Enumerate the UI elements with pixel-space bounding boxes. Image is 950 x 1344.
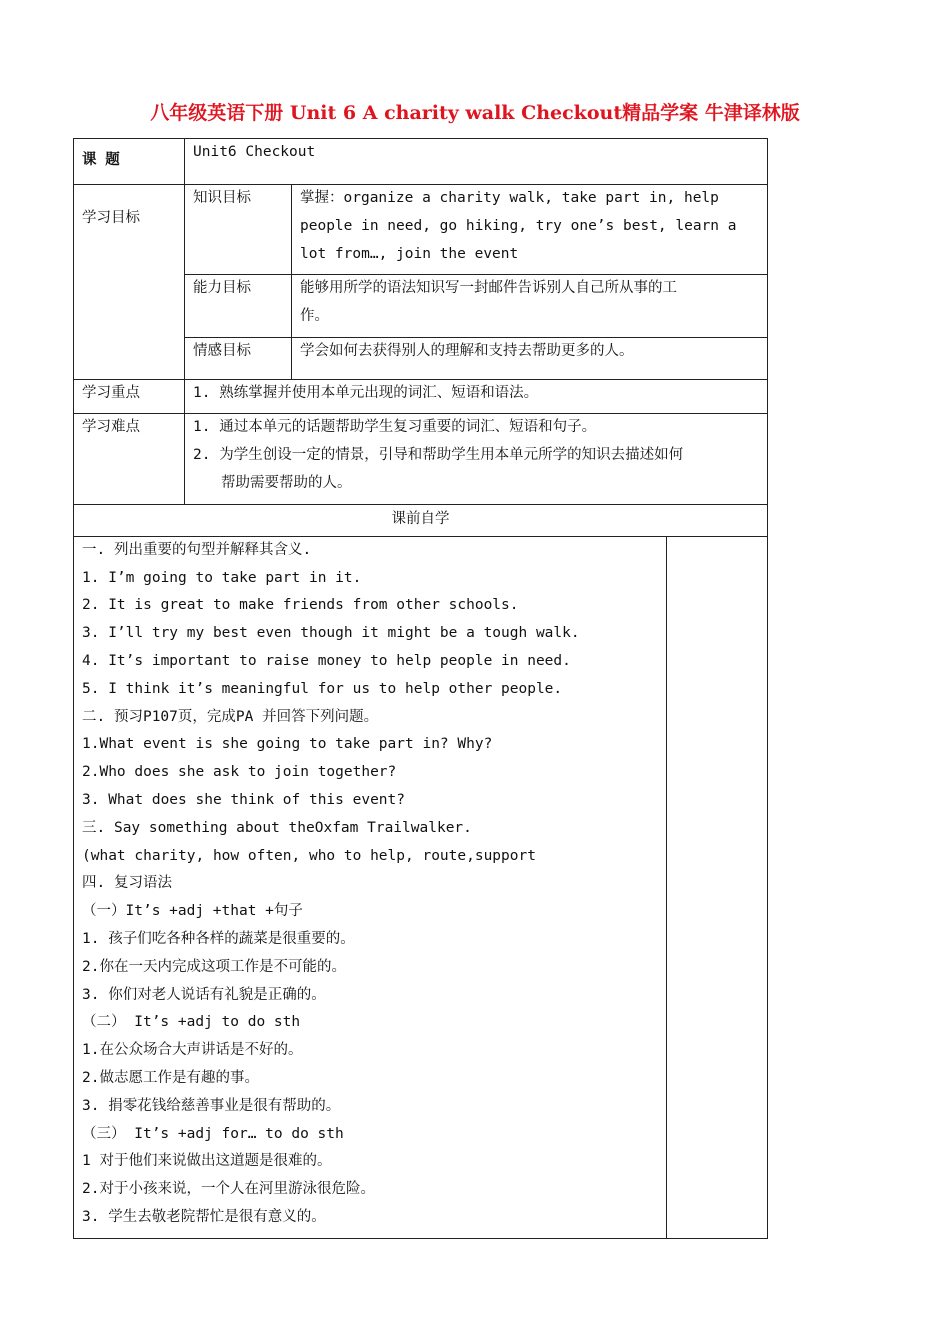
study-plan-table <box>73 138 768 1239</box>
text-line: 2. 为学生创设一定的情景，引导和帮助学生用本单元所学的知识去描述如何 <box>193 447 684 464</box>
preview-line: （一）It’s +adj +that +句子 <box>82 903 303 920</box>
key-points-row <box>74 379 768 414</box>
preview-line: 5. I think it’s meaningful for us to help other people. <box>82 680 563 697</box>
preview-line: 2.你在一天内完成这项工作是不可能的。 <box>82 958 346 975</box>
knowledge-goal-label: 知识目标 <box>193 190 251 206</box>
preview-content <box>74 537 666 1238</box>
emotion-goal-label: 情感目标 <box>193 342 251 359</box>
preview-line: 3. 捐零花钱给慈善事业是很有帮助的。 <box>82 1097 341 1114</box>
text-line: people in need, go hiking, try one’s best, learn a <box>300 217 737 234</box>
knowledge-goal-text <box>292 185 767 274</box>
emotion-goal-text <box>292 338 767 372</box>
key-points-text: 1. 熟练掌握并使用本单元出现的词汇、短语和语法。 <box>193 384 539 401</box>
preview-line: 1.在公众场合大声讲话是不好的。 <box>82 1042 303 1059</box>
preview-line: 4. It’s important to raise money to help people in need. <box>82 653 571 670</box>
text-line: 1. 通过本单元的话题帮助学生复习重要的词汇、短语和句子。 <box>193 419 597 436</box>
text-line: 能够用所学的语法知识写一封邮件告诉别人自己所从事的工 <box>300 280 677 297</box>
preview-line: （三） It’s +adj for… to do sth <box>82 1125 344 1142</box>
preview-line: 2.对于小孩来说，一个人在河里游泳很危险。 <box>82 1181 375 1198</box>
text-line: 学会如何去获得别人的理解和支持去帮助更多的人。 <box>300 342 634 359</box>
preview-line: 二. 预习P107页，完成PA 并回答下列问题。 <box>82 708 379 725</box>
key-points-label: 学习重点 <box>82 384 140 401</box>
difficulties-row <box>74 414 768 504</box>
topic-label: 课 题 <box>82 152 120 168</box>
preview-line: 1.What event is she going to take part in? Why? <box>82 736 493 753</box>
preview-line: 3. I’ll try my best even though it might be a tough walk. <box>82 625 580 642</box>
preview-line: 3. What does she think of this event? <box>82 792 406 809</box>
preview-line: 1. I’m going to take part in it. <box>82 569 362 586</box>
text-line: 掌握：organize a charity walk, take part in, help <box>300 190 719 206</box>
preview-line: （二） It’s +adj to do sth <box>82 1014 301 1031</box>
goals-label: 学习目标 <box>82 210 140 226</box>
preview-line: 1 对于他们来说做出这道题是很难的。 <box>82 1153 332 1170</box>
preview-header-row <box>74 504 768 536</box>
topic-value: Unit6 Checkout <box>193 144 316 160</box>
preview-line: 四. 复习语法 <box>82 875 172 892</box>
ability-goal-text <box>292 275 767 337</box>
preview-line: 2.做志愿工作是有趣的事。 <box>82 1070 259 1087</box>
preview-line: 1. 孩子们吃各种各样的蔬菜是很重要的。 <box>82 931 355 948</box>
preview-line: 3. 你们对老人说话有礼貌是正确的。 <box>82 986 326 1003</box>
text-line: 作。 <box>300 308 329 325</box>
ability-goal-label: 能力目标 <box>193 280 251 297</box>
page-title: 八年级英语下册 Unit 6 A charity walk Checkout精品学案 牛津译林版 <box>150 102 800 124</box>
preview-line: 三. Say something about theOxfam Trailwalker. <box>82 819 472 836</box>
text-line: 帮助需要帮助的人。 <box>221 475 352 492</box>
difficulties-label: 学习难点 <box>82 419 140 436</box>
preview-header: 课前自学 <box>391 510 450 527</box>
preview-line: (what charity, how often, who to help, route,support <box>82 847 536 864</box>
preview-line: 3. 学生去敬老院帮忙是很有意义的。 <box>82 1209 326 1225</box>
preview-line: 2.Who does she ask to join together? <box>82 764 397 781</box>
preview-line: 2. It is great to make friends from other schools. <box>82 597 519 614</box>
preview-content-row <box>74 536 768 1238</box>
knowledge-goal-row <box>74 185 768 275</box>
preview-line: 一. 列出重要的句型并解释其含义. <box>82 541 312 558</box>
difficulties-text <box>185 414 767 503</box>
text-line: lot from…, join the event <box>300 245 519 262</box>
topic-row <box>74 139 768 185</box>
